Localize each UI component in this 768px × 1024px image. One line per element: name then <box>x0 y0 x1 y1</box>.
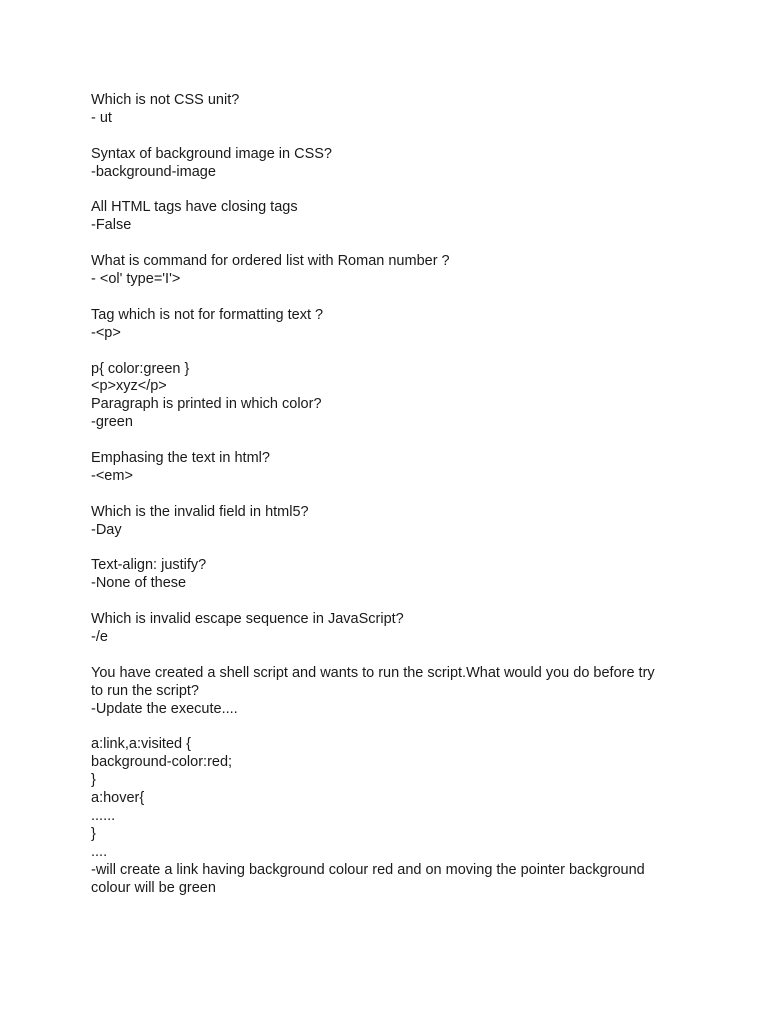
blank-line <box>91 486 691 504</box>
text-line: Syntax of background image in CSS? <box>91 145 332 162</box>
text-line: background-color:red; <box>91 754 233 771</box>
text-line: - <ol' type='I'> <box>91 271 181 288</box>
text-line: You have created a shell script and wants to run the script.What would you do before try <box>91 664 655 681</box>
text-line: Tag which is not for formatting text ? <box>91 306 324 323</box>
blank-line <box>91 235 691 253</box>
text-line: p{ color:green } <box>91 360 190 377</box>
text-line: Text-align: justify? <box>91 557 207 574</box>
blank-line <box>91 540 691 558</box>
text-line: Which is not CSS unit? <box>91 92 240 108</box>
text-line: a:hover{ <box>91 790 145 807</box>
text-line: All HTML tags have closing tags <box>91 199 298 216</box>
text-line: Paragraph is printed in which color? <box>91 396 322 413</box>
blank-line <box>91 182 691 200</box>
blank-line <box>91 128 691 146</box>
text-line: What is command for ordered list with Roman number ? <box>91 253 450 270</box>
text-line: Which is invalid escape sequence in JavaScript? <box>91 611 404 628</box>
text-line: Which is the invalid field in html5? <box>91 503 309 520</box>
text-line: - ut <box>91 109 112 126</box>
blank-line <box>91 647 691 665</box>
blank-line <box>91 719 691 737</box>
document-page <box>91 92 691 898</box>
text-line: -will create a link having background colour red and on moving the pointer background <box>91 861 645 878</box>
text-line: ...... <box>91 808 116 825</box>
text-line: -background-image <box>91 163 216 180</box>
blank-line <box>91 343 691 361</box>
text-line: a:link,a:visited { <box>91 736 191 753</box>
text-line: -Update the execute.... <box>91 700 238 717</box>
text-line: Emphasing the text in html? <box>91 450 270 467</box>
text-line: <p>xyz</p> <box>91 378 167 395</box>
text-line: colour will be green <box>91 879 216 896</box>
text-line: } <box>91 772 96 789</box>
text-line: -<em> <box>91 467 133 484</box>
blank-line <box>91 432 691 450</box>
text-line: -False <box>91 217 132 234</box>
text-line: -Day <box>91 521 122 538</box>
text-line: -/e <box>91 629 108 646</box>
text-line: -<p> <box>91 324 121 341</box>
text-line: } <box>91 825 96 842</box>
text-line: .... <box>91 843 108 860</box>
text-line: -green <box>91 414 133 431</box>
text-line: to run the script? <box>91 682 199 699</box>
blank-line <box>91 593 691 611</box>
blank-line <box>91 289 691 307</box>
text-line: -None of these <box>91 575 187 592</box>
